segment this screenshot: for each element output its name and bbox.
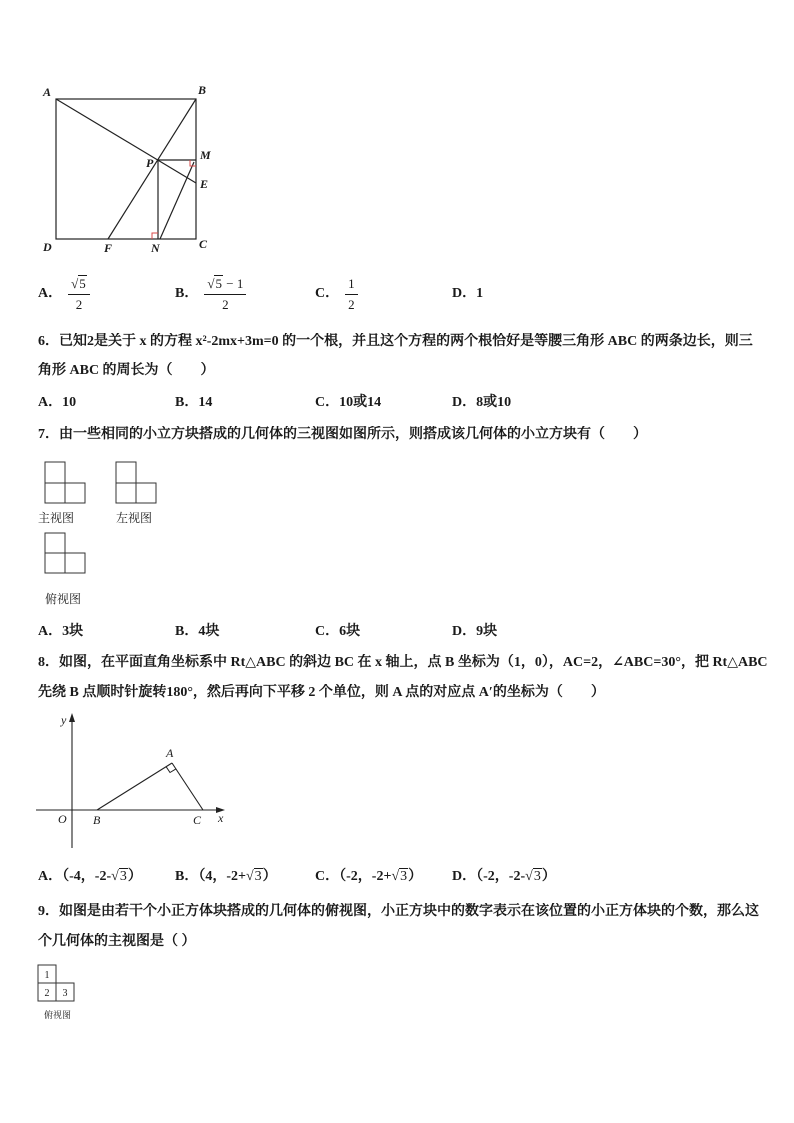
- q8-option-b: [175, 868, 277, 886]
- q9-stem-line-1: 9．如图是由若干个小正方体块搭成的几何体的俯视图，小正方块中的数字表示在该位置的小正方体块的个数，那么这: [38, 904, 759, 919]
- option-text: 14: [198, 395, 213, 410]
- fraction-numerator: [68, 276, 90, 295]
- square-abcd: [56, 99, 196, 239]
- top-view-cell: [45, 553, 65, 573]
- option-label: C．: [315, 624, 340, 639]
- q7-option-c: [315, 623, 360, 641]
- option-text: 8或10: [476, 395, 512, 410]
- q8-option-c: [315, 868, 422, 886]
- radical-sign: √: [71, 275, 79, 291]
- option-label: C．: [315, 395, 340, 410]
- option-label: B．: [175, 286, 199, 301]
- q8-option-d: [452, 868, 556, 886]
- top-view: [45, 533, 85, 573]
- segment-ac: [172, 763, 203, 810]
- label-x: x: [218, 811, 224, 825]
- segment-ae: [56, 99, 196, 183]
- option-label: C．: [315, 286, 340, 301]
- radicand: 5: [79, 275, 86, 291]
- option-text: 3块: [62, 624, 84, 639]
- left-view-caption: 左视图: [116, 511, 153, 525]
- top-view-cell: [65, 553, 85, 573]
- grid-count: 1: [44, 970, 50, 981]
- option-label: A．: [38, 869, 63, 884]
- option-text: 10或14: [339, 395, 382, 410]
- radical-sign: √: [111, 869, 119, 884]
- top-view-cell: [45, 533, 65, 553]
- right-angle-mark-n: [152, 233, 158, 239]
- label-c: C: [199, 237, 208, 251]
- option-suffix: ）: [408, 869, 423, 884]
- radicand: 3: [400, 869, 408, 884]
- option-label: B．: [175, 624, 199, 639]
- top-view-caption: 俯视图: [45, 592, 82, 606]
- option-label: A．: [38, 395, 63, 410]
- label-d: D: [43, 240, 52, 254]
- q6-stem-line-2: 角形 ABC 的周长为（ ）: [38, 363, 215, 378]
- label-p: P: [146, 156, 154, 170]
- q6-option-a: [38, 394, 76, 412]
- option-label: B．: [175, 395, 199, 410]
- label-a: A: [43, 85, 52, 99]
- option-label: A．: [38, 286, 63, 301]
- option-label: D．: [452, 395, 477, 410]
- segment-ba: [97, 763, 172, 810]
- segment-nm: [160, 162, 194, 239]
- q5-option-b: [175, 274, 246, 314]
- option-text: 10: [62, 395, 77, 410]
- left-view-cell: [136, 483, 156, 503]
- fraction: [204, 276, 246, 313]
- label-y: y: [61, 713, 67, 727]
- option-prefix: （-2，-2-: [476, 869, 526, 884]
- fraction-denominator: 2: [75, 296, 83, 312]
- radicand: 3: [119, 869, 127, 884]
- q8-stem-line-2: 先绕 B 点顺时针旋转180°，然后再向下平移 2 个单位，则 A 点的对应点 A′的坐标为（ ）: [38, 685, 605, 700]
- option-text: 4块: [198, 624, 220, 639]
- option-label: D．: [452, 286, 477, 301]
- option-label: A．: [38, 624, 63, 639]
- option-label: D．: [452, 624, 477, 639]
- radicand: 3: [533, 869, 541, 884]
- q8-option-a: [38, 868, 142, 886]
- grid-count: 2: [44, 988, 50, 999]
- radicand: 5: [215, 275, 222, 291]
- radical-sign: √: [207, 275, 215, 291]
- q7-stem: 7．由一些相同的小立方块搭成的几何体的三视图如图所示，则搭成该几何体的小立方块有（ ）: [38, 427, 647, 442]
- q6-option-b: [175, 394, 212, 412]
- front-view-cell: [45, 462, 65, 483]
- option-text: 6块: [339, 624, 361, 639]
- q9-top-view-grid: [34, 960, 80, 1006]
- fraction-numerator: 1: [345, 276, 358, 295]
- fraction-denominator: 2: [222, 296, 229, 312]
- label-o: O: [58, 812, 67, 826]
- front-view-caption: 主视图: [38, 511, 75, 525]
- fraction: [345, 276, 358, 313]
- q5-option-c: [315, 274, 358, 314]
- front-view-cell: [45, 483, 65, 503]
- q6-stem-line-1: 6．已知2是关于 x 的方程 x²-2mx+3m=0 的一个根，并且这个方程的两个根恰好是等腰三角形 ABC 的两条边长，则三: [38, 334, 753, 349]
- label-b: B: [198, 83, 207, 97]
- q7-option-a: [38, 623, 83, 641]
- label-f: F: [104, 241, 113, 255]
- label-c: C: [193, 813, 202, 827]
- fraction: [68, 276, 90, 313]
- q5-square-figure: [36, 80, 216, 260]
- q7-option-b: [175, 623, 219, 641]
- q9-stem-line-2: 个几何体的主视图是（ ）: [38, 934, 196, 949]
- option-label: C．: [315, 869, 340, 884]
- option-text: 1: [476, 286, 484, 301]
- fraction-denominator: 2: [348, 296, 355, 312]
- radical-sign: √: [525, 869, 533, 884]
- numerator-suffix: − 1: [222, 275, 244, 291]
- front-view: [45, 462, 85, 503]
- q9-grid-caption: 俯视图: [44, 1010, 72, 1020]
- label-e: E: [200, 177, 209, 191]
- radical-sign: √: [245, 869, 254, 884]
- option-suffix: ）: [262, 869, 277, 884]
- q8-coordinate-figure: [30, 708, 230, 853]
- q6-option-c: [315, 394, 381, 412]
- option-suffix: ）: [541, 869, 556, 884]
- q5-option-a: [38, 274, 90, 314]
- q8-stem-line-1: 8．如图，在平面直角坐标系中 Rt△ABC 的斜边 BC 在 x 轴上，点 B 坐标为（1，0），AC=2，∠ABC=30°，把 Rt△ABC: [38, 655, 768, 670]
- label-a: A: [166, 746, 174, 760]
- label-m: M: [200, 148, 211, 162]
- radical-sign: √: [391, 869, 400, 884]
- radicand: 3: [254, 869, 262, 884]
- left-view-cell: [116, 483, 136, 503]
- option-label: D．: [452, 869, 477, 884]
- front-view-cell: [65, 483, 85, 503]
- option-prefix: （4，-2+: [198, 869, 246, 884]
- option-label: B．: [175, 869, 199, 884]
- option-prefix: （-2，-2+: [339, 869, 392, 884]
- y-axis-arrow: [69, 713, 75, 722]
- grid-count: 3: [62, 988, 68, 999]
- label-b: B: [93, 813, 101, 827]
- q7-option-d: [452, 623, 497, 641]
- left-view: [116, 462, 156, 503]
- option-suffix: ）: [127, 869, 142, 884]
- q5-option-d: [452, 274, 483, 314]
- left-view-cell: [116, 462, 136, 483]
- q6-option-d: [452, 394, 511, 412]
- label-n: N: [151, 241, 160, 255]
- option-prefix: （-4，-2-: [62, 869, 112, 884]
- fraction-numerator: [204, 276, 246, 295]
- option-text: 9块: [476, 624, 498, 639]
